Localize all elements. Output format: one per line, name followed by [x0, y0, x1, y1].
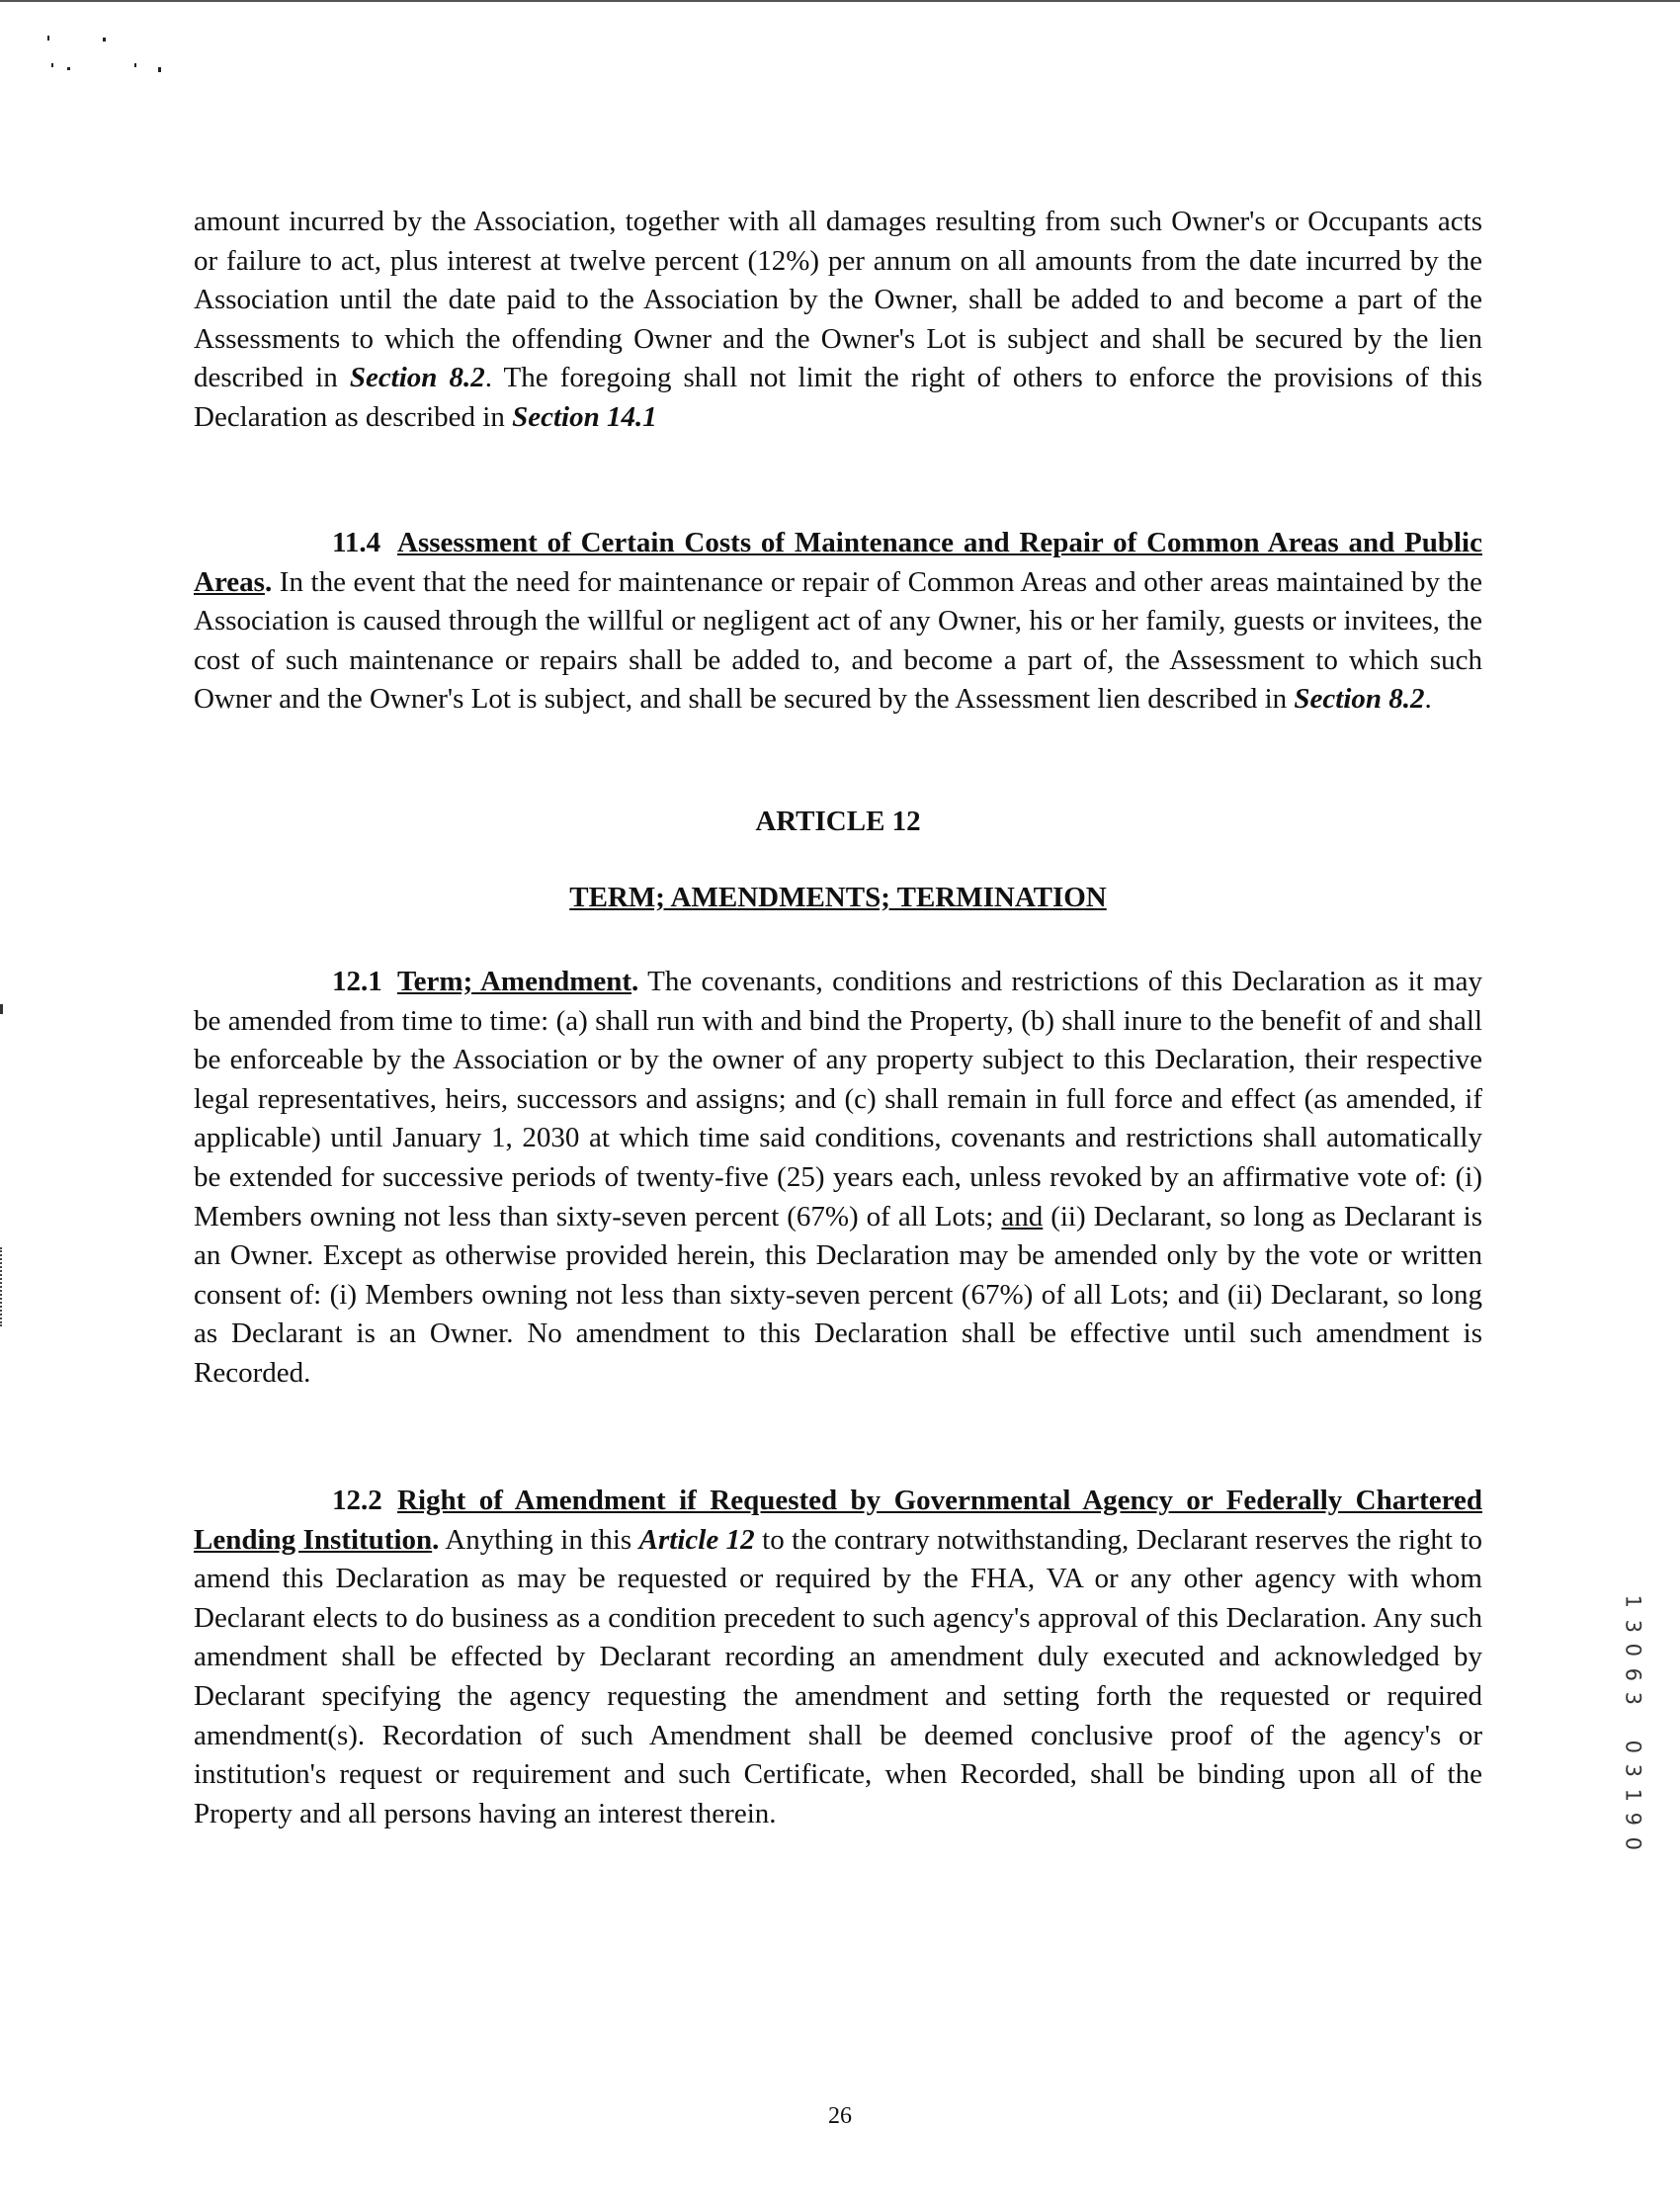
heading-period: . [432, 1523, 440, 1556]
paragraph-text: . The foregoing shall not limit the right of others to enforce the provisions of this Declaration as described in [194, 362, 1482, 433]
stamp-digit: 0 [1621, 1643, 1645, 1657]
stamp-digit: 0 [1621, 1836, 1645, 1850]
scan-edge-mark [0, 1004, 3, 1014]
scan-speck [103, 38, 106, 42]
section-text: Anything in this [439, 1523, 639, 1556]
page-number: 26 [828, 2103, 852, 2129]
section-text: . [1424, 683, 1432, 716]
article-reference: Article 12 [638, 1523, 755, 1556]
article-number: ARTICLE 12 [755, 806, 921, 837]
section-reference: Section 8.2 [1294, 683, 1425, 716]
scan-speck [51, 63, 53, 67]
section-11-4 [194, 524, 1482, 720]
section-heading: Assessment of Certain Costs of Maintenance and Repair of Common Areas and Public Areas [194, 527, 1482, 598]
stamp-digit: 3 [1621, 1763, 1645, 1777]
scan-speck [134, 63, 136, 67]
stamp-digit: 3 [1621, 1619, 1645, 1633]
paragraph-text: amount incurred by the Association, together with all damages resulting from such Owner's or Occupants acts or failure to act, plus interest at twelve percent (12%) per annum on all amounts from the date incurred by the Association until the date paid to the Association by the Owner, shall be added to and become a part of the Assessments to which the offending Owner and the Owner's Lot is subject and shall be secured by the lien described in [194, 206, 1482, 394]
scan-top-edge [0, 0, 1680, 2]
heading-period: . [631, 966, 639, 997]
section-heading: Term; Amendment [397, 966, 632, 997]
section-text: to the contrary notwithstanding, Declarant reserves the right to amend this Declaration as may be requested or required by the FHA, VA or any other agency with whom Declarant elects to do business as a condition precedent to such agency's approval of this Declaration. Any such amendment shall be effected by Declarant recording an amendment duly executed and acknowledged by Declarant specifying the agency requesting the amendment and setting forth the requested or required amendment(s). Recordation of such Amendment shall be deemed conclusive proof of the agency's or institution's request or requirement and such Certificate, when Recorded, shall be binding upon all of the Property and all persons having an interest therein. [194, 1523, 1483, 1829]
section-heading: Right of Amendment if Requested by Governmental Agency or Federally Chartered Lending Institution [194, 1485, 1482, 1556]
section-number: 12.1 [332, 966, 382, 997]
section-12-2 [194, 1482, 1482, 1833]
recording-stamp [1621, 1589, 1644, 1855]
stamp-digit: 0 [1621, 1740, 1645, 1753]
stamp-digit: 1 [1621, 1788, 1645, 1802]
stamp-gap [1621, 1711, 1644, 1735]
section-number: 12.2 [332, 1485, 382, 1516]
heading-period: . [264, 565, 273, 598]
scan-edge-dots [0, 1247, 5, 1326]
section-text: In the event that the need for maintenance or repair of Common Areas and other areas maintained by the Association is caused through the willful or negligent act of any Owner, his or her family, guests or invitees, the cost of such maintenance or repairs shall be added to, and become a part of, the Assessment to which such Owner and the Owner's Lot is subject, and shall be secured by the Assessment lien described in [194, 565, 1482, 716]
stamp-digit: 6 [1621, 1667, 1645, 1681]
underlined-word: and [1001, 1200, 1044, 1232]
scan-speck [67, 67, 70, 70]
section-text: The covenants, conditions and restrictions of this Declaration as it may be amended from time to time: (a) shall run with and bind the Property, (b) shall inure to the benefit of and shall be enforceable by the Association or by the owner of any property subject to this Declaration, their respective legal representatives, heirs, successors and assigns; and (c) shall remain in full force and effect (as amended, if applicable) until January 1, 2030 at which time said conditions, covenants and restrictions shall automatically be extended for successive periods of twenty-five (25) years each, unless revoked by an affirmative vote of: (i) Members owning not less than sixty-seven percent (67%) of all Lots; [194, 966, 1483, 1232]
stamp-digit: 9 [1621, 1812, 1645, 1826]
article-title: TERM; AMENDMENTS; TERMINATION [569, 882, 1107, 913]
stamp-digit: 1 [1621, 1594, 1645, 1608]
section-reference: Section 14.1 [512, 400, 657, 433]
scan-speck [158, 67, 161, 72]
section-reference: Section 8.2 [349, 362, 485, 394]
paragraph-continuation [194, 203, 1482, 438]
section-number: 11.4 [332, 527, 381, 558]
stamp-digit: 3 [1621, 1691, 1645, 1705]
section-text: (ii) Declarant, so long as Declarant is an Owner. Except as otherwise provided herein, this Declaration may be amended only by the vote or written consent of: (i) Members owning not less than sixty-seven percent (67%) of all Lots; and (ii) Declarant, so long as Declarant is an Owner. No amendment to this Declaration shall be effective until such amendment is Recorded. [194, 1200, 1482, 1389]
scan-speck [47, 36, 49, 41]
section-12-1 [194, 963, 1482, 1394]
